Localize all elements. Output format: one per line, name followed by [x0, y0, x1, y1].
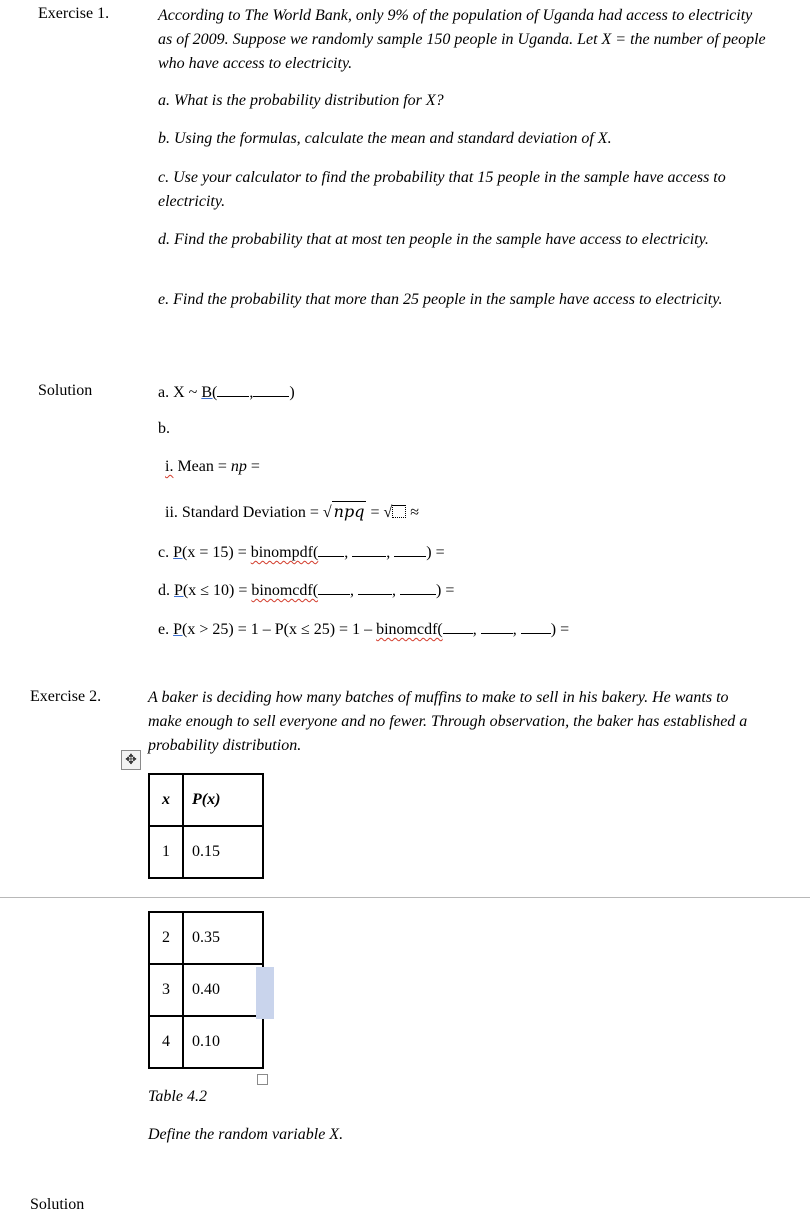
- cell-x[interactable]: 3: [149, 964, 183, 1016]
- table-row: [149, 964, 263, 1016]
- question-a: a. What is the probability distribution for X?: [158, 92, 444, 109]
- solution-d-expr: x ≤ 10) =: [188, 582, 252, 599]
- solution-2-label: Solution: [30, 1196, 85, 1213]
- solution-a-line: a. X ~ B( , ): [158, 384, 295, 401]
- table-row: [149, 826, 263, 878]
- solution-e-tail: ) =: [550, 621, 570, 638]
- blank-c1[interactable]: [318, 542, 344, 557]
- solution-e-fn: binomcdf(: [376, 621, 443, 638]
- solution-a-prefix: a. X ~: [158, 384, 202, 401]
- mean-formula: np: [230, 458, 247, 475]
- solution-b-label: b.: [158, 420, 170, 437]
- solution-c-fn: binompdf(: [250, 544, 319, 561]
- cell-px[interactable]: 0.10: [183, 1016, 263, 1068]
- exercise-2-intro: A baker is deciding how many batches of muffins to make to sell in his bakery. He wants to make enough to sell everyone and no fewer. Through observation, the baker has established a probability distribution.: [148, 689, 748, 754]
- sqrt-placeholder-icon[interactable]: √: [384, 504, 407, 521]
- mean-eq: =: [246, 458, 260, 475]
- sd-line: [165, 502, 419, 522]
- move-cross-icon[interactable]: ✥: [121, 750, 141, 770]
- probability-table-bottom: [148, 911, 264, 1069]
- mean-text: Mean =: [173, 458, 231, 475]
- sd-approx: ≈: [406, 504, 420, 521]
- solution-d-fn: binomcdf(: [251, 582, 319, 599]
- cell-x[interactable]: 1: [149, 826, 183, 878]
- page-break-divider: [0, 897, 810, 898]
- sd-eq: =: [366, 504, 384, 521]
- question-e: e. Find the probability that more than 25 people in the sample have access to electricity.: [158, 291, 723, 308]
- exercise-2-prompt: Define the random variable X.: [148, 1126, 344, 1143]
- solution-a-dist: B(: [201, 384, 218, 401]
- solution-c-prefix: c.: [158, 544, 174, 561]
- exercise-2-label: Exercise 2.: [30, 688, 102, 705]
- solution-d-line: d. P(x ≤ 10) = binomcdf( , , ) =: [158, 582, 455, 599]
- blank-e2[interactable]: [481, 619, 513, 634]
- solution-d-tail: ) =: [436, 582, 455, 599]
- blank-c3[interactable]: [394, 542, 426, 557]
- table-caption: Table 4.2: [148, 1088, 207, 1105]
- table-header-row: [149, 774, 263, 826]
- solution-d-prefix: d.: [158, 582, 174, 599]
- question-d: d. Find the probability that at most ten people in the sample have access to electricity.: [158, 231, 709, 248]
- solution-e-line: e. P(x > 25) = 1 – P(x ≤ 25) = 1 – binomcdf( , , ) =: [158, 621, 570, 638]
- blank-p[interactable]: [253, 382, 289, 397]
- blank-d2[interactable]: [358, 580, 392, 595]
- blank-e3[interactable]: [521, 619, 551, 634]
- cell-x[interactable]: 4: [149, 1016, 183, 1068]
- sqrt-symbol: √ npq: [322, 502, 365, 521]
- table-row: [149, 912, 263, 964]
- solution-1-label: Solution: [38, 382, 93, 399]
- header-x: x: [149, 774, 183, 826]
- cell-px[interactable]: 0.35: [183, 912, 263, 964]
- blank-n[interactable]: [217, 382, 249, 397]
- solution-e-expr: x > 25) = 1 – P(x ≤ 25) = 1 –: [187, 621, 377, 638]
- solution-e-p: P(: [173, 621, 188, 638]
- cell-px[interactable]: 0.40: [183, 964, 263, 1016]
- resize-handle-icon[interactable]: [257, 1074, 268, 1085]
- header-px: P(x): [183, 774, 263, 826]
- probability-table-top: [148, 773, 264, 879]
- solution-c-tail: ) =: [426, 544, 445, 561]
- mean-line: [165, 458, 260, 476]
- solution-c-line: c. P(x = 15) = binompdf( , , ) =: [158, 544, 445, 561]
- solution-c-p: P(: [173, 544, 188, 561]
- solution-e-prefix: e.: [158, 621, 174, 638]
- solution-d-p: P(: [174, 582, 189, 599]
- exercise-1-intro: According to The World Bank, only 9% of the population of Uganda had access to electricity as of 2009. Suppose we randomly sample 150 people in Uganda. Let X = the number of people who have access to electricity.: [158, 7, 766, 72]
- table-row: [149, 1016, 263, 1068]
- cell-px[interactable]: 0.15: [183, 826, 263, 878]
- sd-text: ii. Standard Deviation =: [165, 504, 323, 521]
- question-b: b. Using the formulas, calculate the mean and standard deviation of X.: [158, 130, 612, 147]
- blank-e1[interactable]: [443, 619, 473, 634]
- blank-d1[interactable]: [318, 580, 350, 595]
- exercise-1-label: Exercise 1.: [38, 5, 110, 22]
- solution-a-close: ): [289, 384, 295, 401]
- blank-c2[interactable]: [352, 542, 386, 557]
- mean-numeral: i.: [165, 458, 174, 475]
- blank-d3[interactable]: [400, 580, 436, 595]
- selection-highlight: [256, 967, 274, 1019]
- sd-radicand: npq: [333, 502, 365, 521]
- question-c: c. Use your calculator to find the probability that 15 people in the sample have access to electricity.: [158, 169, 726, 210]
- solution-c-expr: x = 15) =: [187, 544, 251, 561]
- cell-x[interactable]: 2: [149, 912, 183, 964]
